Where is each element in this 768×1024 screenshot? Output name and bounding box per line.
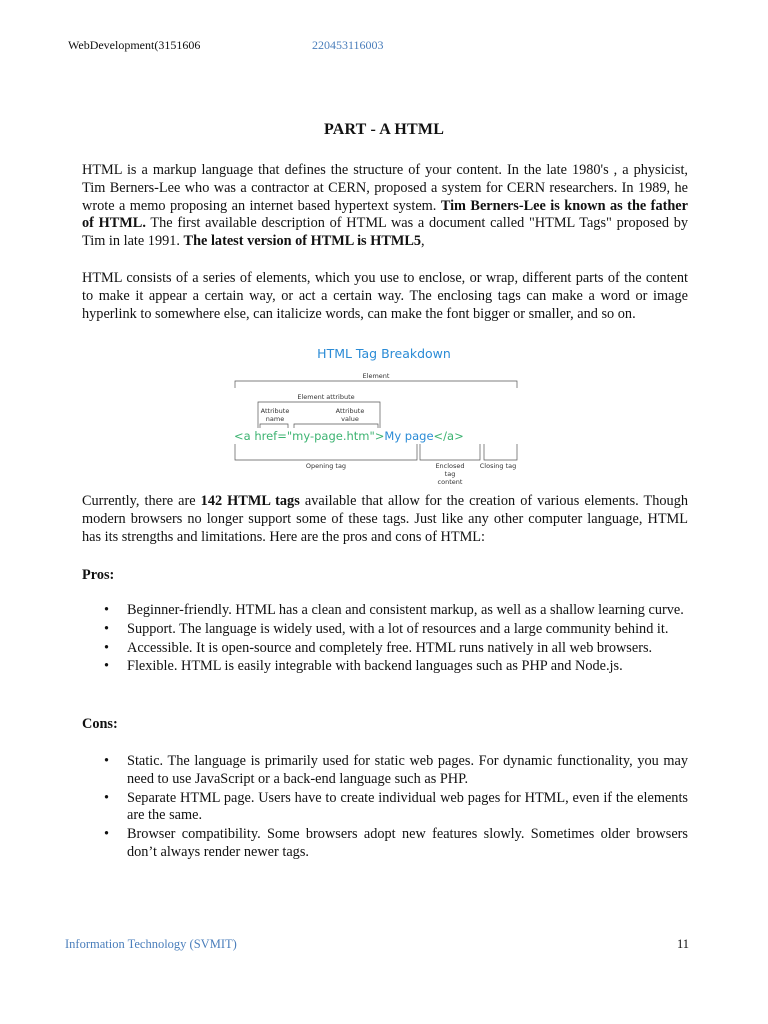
list-item-text: Static. The language is primarily used for static web pages. For dynamic functionality, you may need to use JavaScript or a back-end language such as PHP. xyxy=(127,753,688,787)
figure-title: HTML Tag Breakdown xyxy=(317,346,451,361)
code-closing-tag: </a> xyxy=(433,429,464,443)
bullet-icon: • xyxy=(104,602,110,618)
page-title: PART - A HTML xyxy=(323,121,445,138)
bold-text-father-of-html: Tim Berners-Lee is known as the father of HTML. xyxy=(82,197,688,232)
attribute-value-label-1: Attribute xyxy=(335,407,365,415)
list-item-text: Browser compatibility. Some browsers adopt new features slowly. Sometimes older browsers don’t always render newer tags. xyxy=(127,826,688,860)
bold-text-latest-version: The latest version of HTML is HTML5 xyxy=(183,233,422,250)
html-tag-breakdown-diagram xyxy=(230,366,522,490)
list-item xyxy=(82,602,688,620)
list-item xyxy=(82,640,688,658)
attribute-value-label-2: value xyxy=(341,415,359,423)
bullet-icon: • xyxy=(104,789,110,806)
paragraph-intro xyxy=(82,162,688,251)
text-run: The first available description of HTML was a document called "HTML Tags" proposed by Tim in late 1991. xyxy=(82,215,688,250)
attribute-name-label-1: Attribute xyxy=(260,407,290,415)
list-item xyxy=(82,621,688,639)
enclosed-content-bracket xyxy=(420,444,480,460)
closing-tag-bracket xyxy=(484,444,517,460)
footer-department: Information Technology (SVMIT) xyxy=(65,937,237,951)
header-enrollment: 220453116003 xyxy=(312,38,384,52)
text-run: HTML is a markup language that defines the structure of your content. In the late 1980's , a physicist, Tim Berners-Lee who was a contractor at CERN, proposed a system for CERN researchers. In 1989, he wrote a memo proposing an internet based hypertext system. xyxy=(82,162,688,214)
list-item xyxy=(82,658,688,676)
text-run: available that allow for the creation of various elements. Though modern browsers no longer support some of these tags. Just like any other computer language, HTML has its strengths and limitations. Here are the pros and cons of HTML: xyxy=(82,493,689,545)
bullet-icon: • xyxy=(104,620,110,637)
page-number: 11 xyxy=(677,937,690,951)
text-run: Currently, there are xyxy=(82,493,201,509)
list-item xyxy=(82,826,688,862)
list-item-text: Flexible. HTML is easily integrable with backend languages such as PHP and Node.js. xyxy=(127,658,623,675)
code-line xyxy=(234,429,464,443)
opening-tag-bracket xyxy=(235,444,417,460)
cons-heading: Cons: xyxy=(82,716,118,732)
list-item-text: Support. The language is widely used, with a lot of resources and a large community behind it. xyxy=(127,620,669,637)
enclosed-label-3: content xyxy=(437,478,463,486)
paragraph-elements: HTML consists of a series of elements, which you use to enclose, or wrap, different parts of the content to make it appear a certain way, or act a certain way. The enclosing tags can make a word or image hyperlink to somewhere else, can italicize words, can make the font bigger or smaller, and so on. xyxy=(82,270,688,322)
pros-heading: Pros: xyxy=(82,567,115,583)
element-label: Element xyxy=(362,372,390,380)
attribute-name-label-2: name xyxy=(265,415,285,423)
bold-text-tag-count: 142 HTML tags xyxy=(200,493,300,509)
paragraph-tags-count xyxy=(82,493,688,546)
pros-list xyxy=(82,602,688,677)
list-item-text: Separate HTML page. Users have to create individual web pages for HTML, even if the elements are the same. xyxy=(127,789,688,824)
opening-tag-label: Opening tag xyxy=(305,462,347,470)
bullet-icon: • xyxy=(104,826,110,843)
list-item-text: Accessible. It is open-source and completely free. HTML runs natively in all web browsers. xyxy=(127,639,653,656)
attribute-name-bracket xyxy=(260,424,288,428)
code-content: My page xyxy=(384,429,434,443)
enclosed-label-1: Enclosed xyxy=(435,462,465,470)
bullet-icon: • xyxy=(104,658,110,675)
bullet-icon: • xyxy=(104,639,110,656)
enclosed-label-2: tag xyxy=(444,470,456,478)
header-course: WebDevelopment(3151606 xyxy=(68,38,201,52)
list-item-text: Beginner-friendly. HTML has a clean and consistent markup, as well as a shallow learning curve. xyxy=(127,602,684,618)
closing-tag-label: Closing tag xyxy=(479,462,517,470)
list-item xyxy=(82,790,688,826)
element-bracket xyxy=(235,381,517,388)
cons-list xyxy=(82,753,688,863)
list-item xyxy=(82,753,688,789)
code-opening-tag: <a href="my-page.htm"> xyxy=(234,429,385,443)
text-run: , xyxy=(421,233,425,250)
attribute-value-bracket xyxy=(294,424,378,428)
element-attribute-label: Element attribute xyxy=(297,393,355,401)
bullet-icon: • xyxy=(104,753,110,769)
